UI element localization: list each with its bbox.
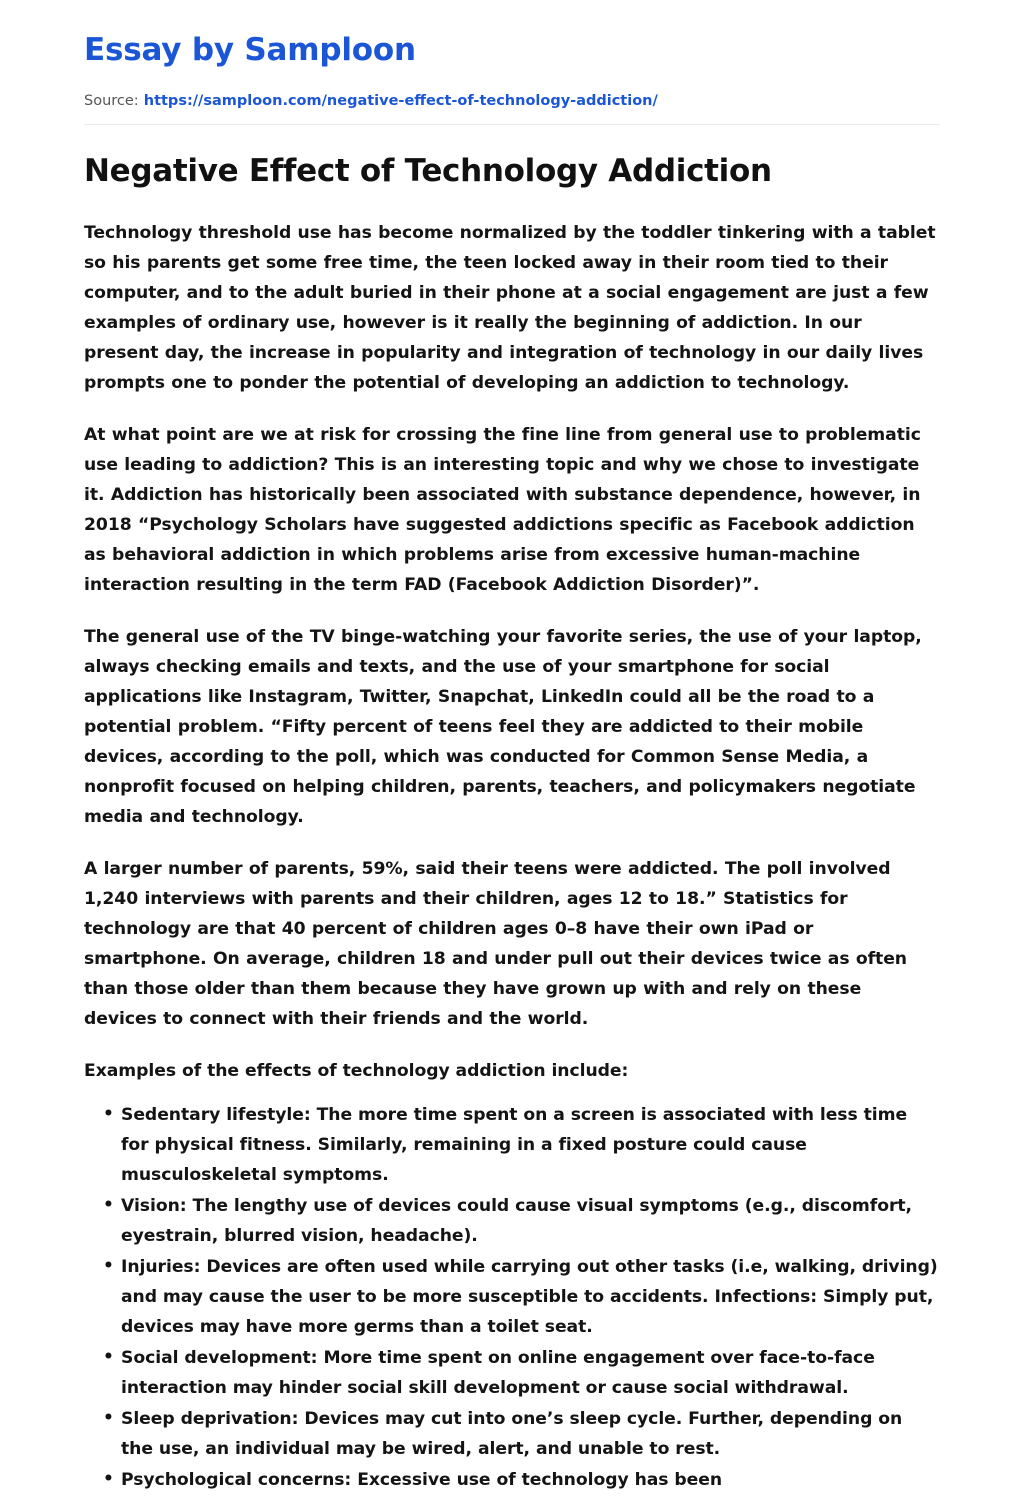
paragraph: A larger number of parents, 59%, said their teens were addicted. The poll involved 1,240 interviews with parents and their children, ages 12 to 18.” Statistics for technology are that 40 percent of children ages 0–8 have their own iPad or smartphone. On average, children 18 and under pull out their devices twice as often than those older than them because they have grown up with and rely on these devices to connect with their friends and the world. (84, 859, 907, 1030)
list-item: • Sleep deprivation: Devices may cut into one’s sleep cycle. Further, depending on the use, an individual may be wired, alert, and unable to rest. (84, 1404, 940, 1464)
paragraph: Technology threshold use has become normalized by the toddler tinkering with a tablet so his parents get some free time, the teen locked away in their room tied to their computer, and to the adult buried in their phone at a social engagement are just a few examples of ordinary use, however is it really the beginning of addiction. In our present day, the increase in popularity and integration of technology in our daily lives prompts one to ponder the potential of developing an addiction to technology. (84, 223, 936, 394)
article-body (84, 218, 940, 1495)
list-item: • Injuries: Devices are often used while carrying out other tasks (i.e, walking, driving) and may cause the user to be more susceptible to accidents. Infections: Simply put, devices may have more germs than a toilet seat. (84, 1252, 940, 1342)
list-lead-in: Examples of the effects of technology addiction include: (84, 1061, 629, 1082)
list-item: • Sedentary lifestyle: The more time spent on a screen is associated with less time for physical fitness. Similarly, remaining in a fixed posture could cause musculoskeletal symptoms. (84, 1100, 940, 1190)
document-content (84, 0, 940, 1495)
source-label: Source: (84, 93, 139, 110)
list-item: • Psychological concerns: Excessive use of technology has been (84, 1465, 940, 1495)
paragraph: The general use of the TV binge-watching your favorite series, the use of your laptop, always checking emails and texts, and the use of your smartphone for social applications like Instagram, Twitter, Snapchat, LinkedIn could all be the road to a potential problem. “Fifty percent of teens feel they are addicted to their mobile devices, according to the poll, which was conducted for Common Sense Media, a nonprofit focused on helping children, parents, teachers, and policymakers negotiate media and technology. (84, 627, 922, 828)
effects-list (84, 1100, 940, 1495)
site-brand-heading: Essay by Samploon (84, 32, 416, 68)
paragraph: At what point are we at risk for crossing the fine line from general use to problematic use leading to addiction? This is an interesting topic and why we chose to investigate it. Addiction has historically been associated with substance dependence, however, in 2018 “Psychology Scholars have suggested addictions specific as Facebook addiction as behavioral addiction in which problems arise from excessive human-machine interaction resulting in the term FAD (Facebook Addiction Disorder)”. (84, 425, 921, 596)
source-line (84, 92, 940, 111)
source-url-link[interactable]: https://samploon.com/negative-effect-of-technology-addiction/ (143, 93, 658, 110)
header-divider (84, 124, 940, 125)
list-item: • Vision: The lengthy use of devices could cause visual symptoms (e.g., discomfort, eyestrain, blurred vision, headache). (84, 1191, 940, 1251)
page-title: Negative Effect of Technology Addiction (84, 152, 772, 189)
list-item: • Social development: More time spent on online engagement over face-to-face interaction may hinder social skill development or cause social withdrawal. (84, 1343, 940, 1403)
